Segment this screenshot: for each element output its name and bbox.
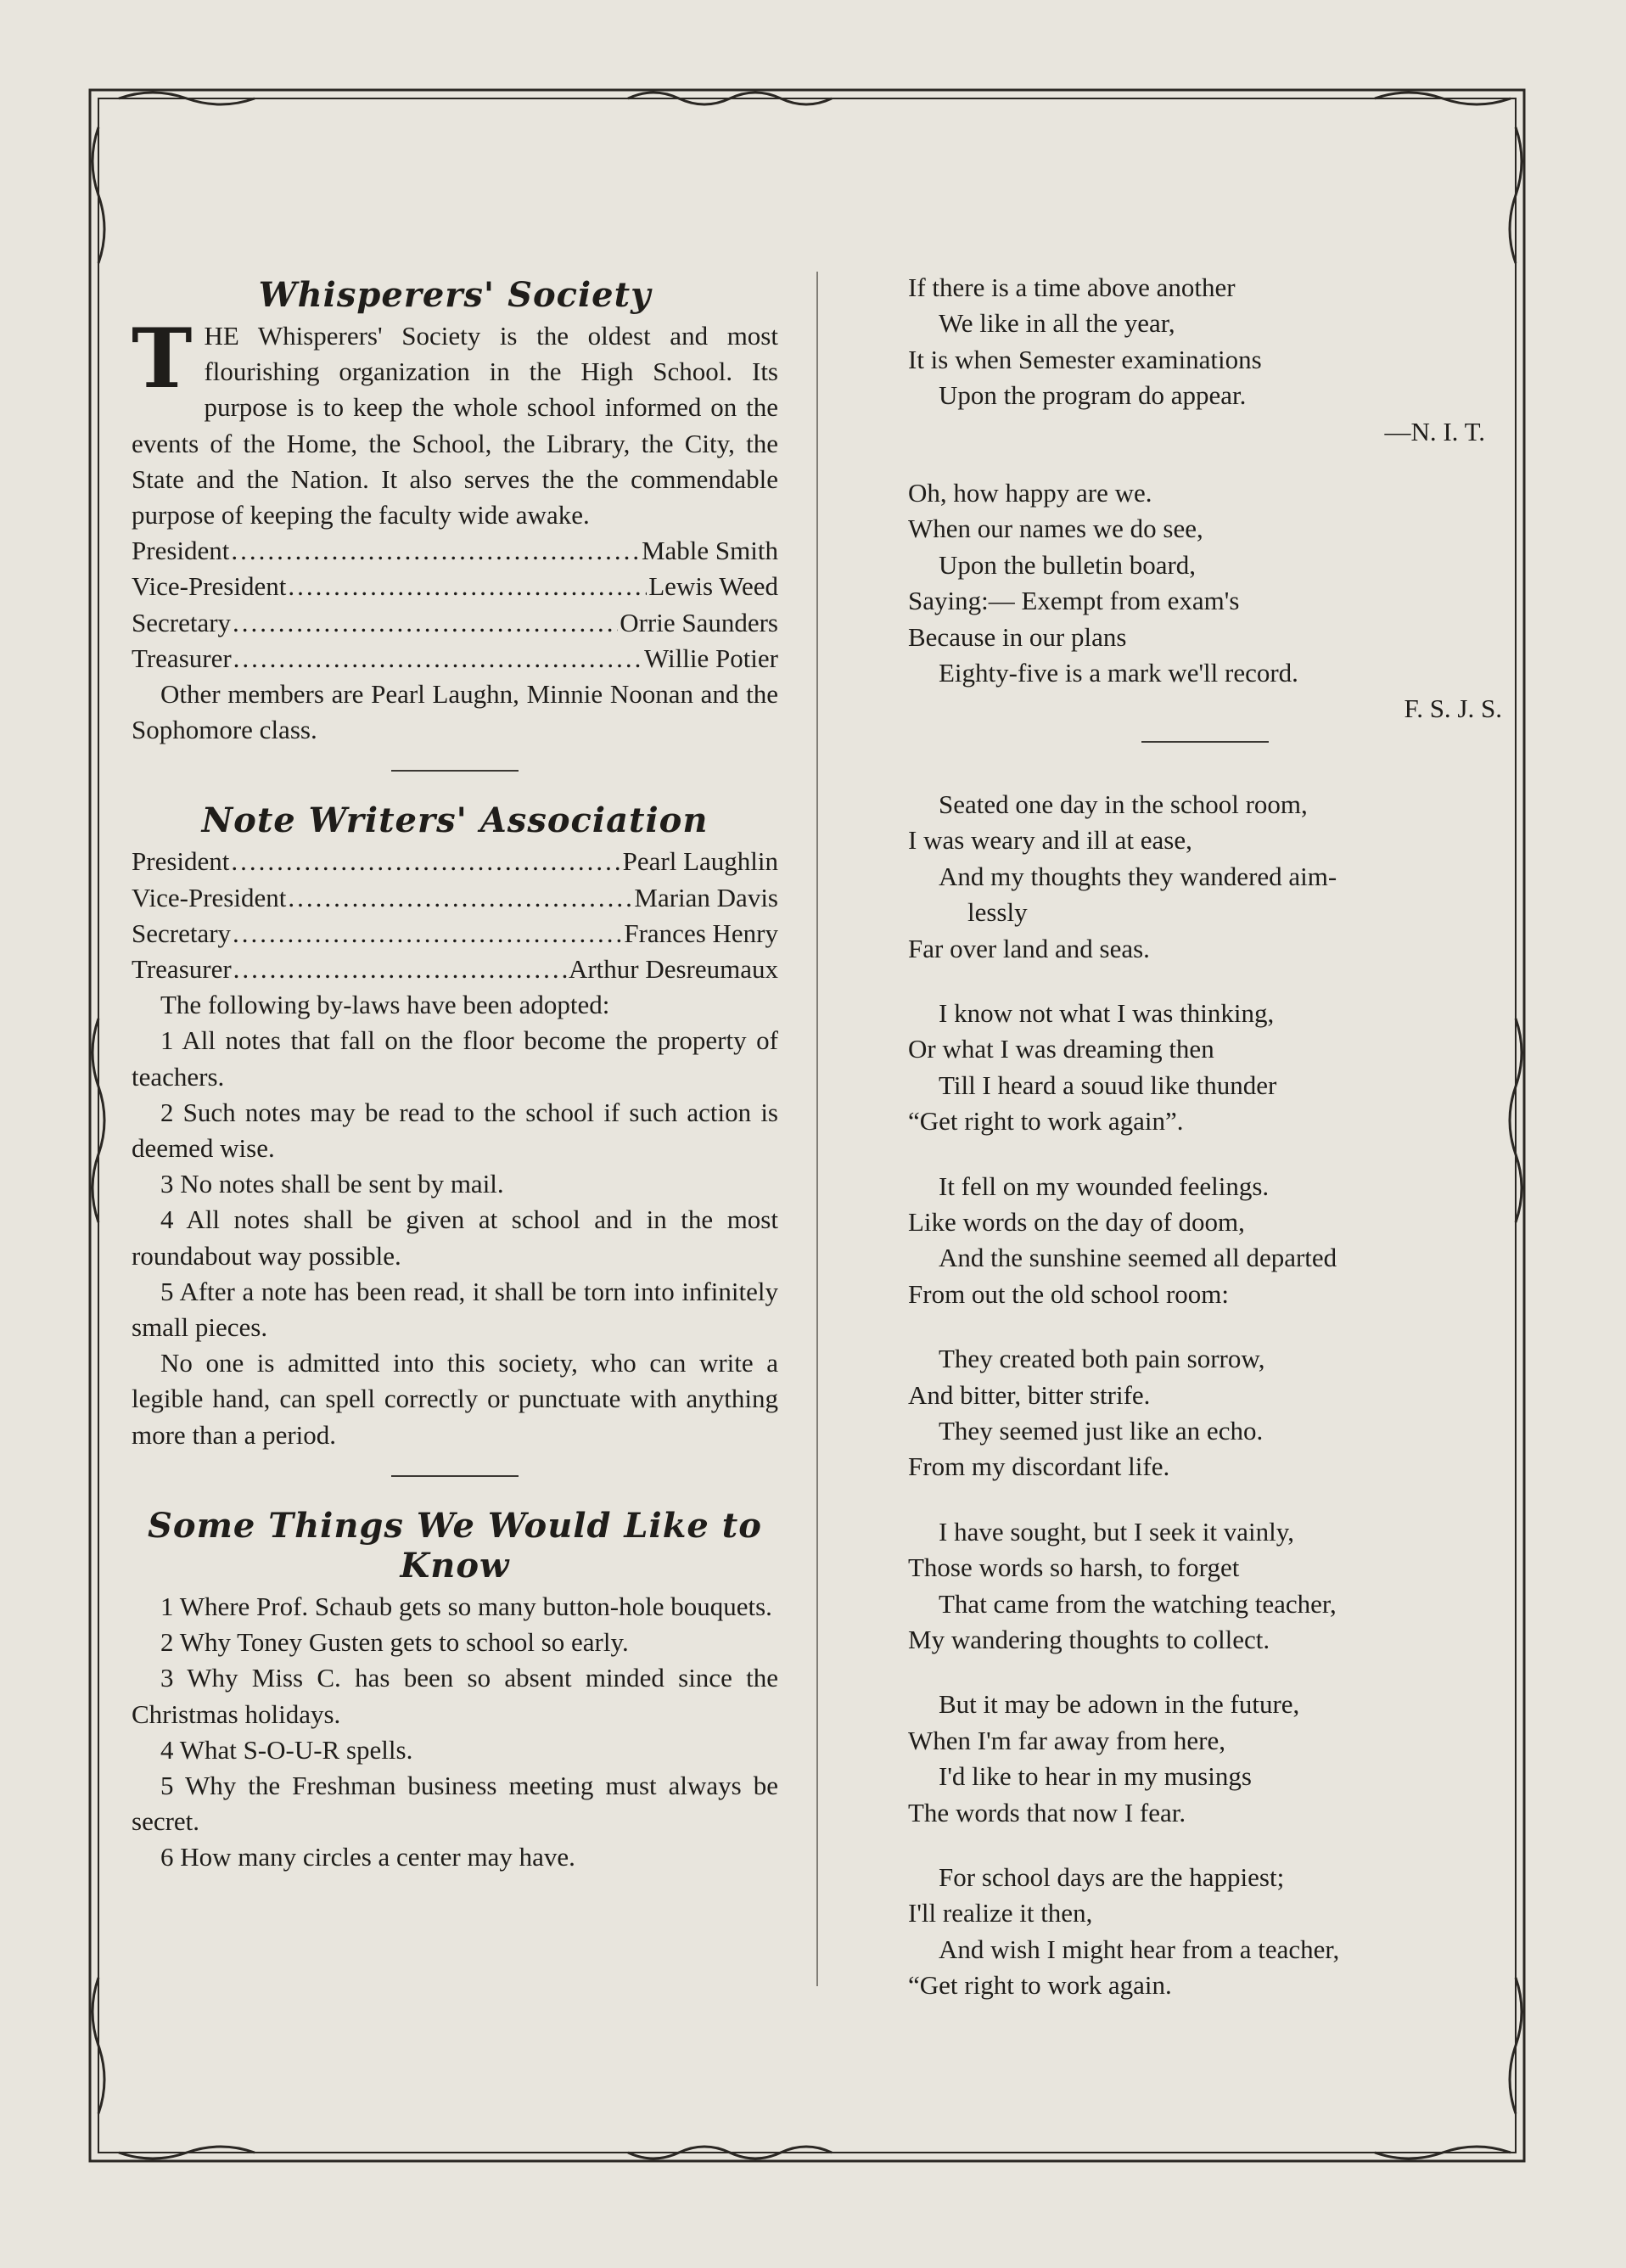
section-rule <box>391 1475 519 1477</box>
section-rule <box>391 770 519 772</box>
poem-line: Eighty-five is a mark we'll record. <box>939 658 1298 688</box>
poem-stanza <box>908 1341 1502 1485</box>
poem-line: From my discordant life. <box>908 1451 1170 1482</box>
officer-row <box>132 952 778 987</box>
poem-line: Or what I was dreaming then <box>908 1034 1214 1064</box>
officer-name: Marian Davis <box>634 882 778 912</box>
poem-line: From out the old school room: <box>908 1278 1230 1309</box>
poem-signature: —N. I. T. <box>1384 416 1485 446</box>
poem-line: lessly <box>967 897 1028 928</box>
officer-row <box>132 880 778 916</box>
leader-dots <box>288 880 632 916</box>
poem-line: Upon the program do appear. <box>939 380 1247 411</box>
poem-line: If there is a time above another <box>908 272 1236 302</box>
bylaw-item: 3 No notes shall be sent by mail. <box>160 1169 504 1199</box>
officer-role: Secretary <box>132 607 232 637</box>
officer-role: Treasurer <box>132 643 232 673</box>
poem-line: And my thoughts they wandered aim- <box>939 861 1337 891</box>
notewriters-section <box>132 800 778 1452</box>
leader-dots <box>288 569 647 604</box>
poem-stanza <box>908 996 1502 1140</box>
whisperers-heading: Whisperers' Society <box>258 275 652 315</box>
poem-line: I'll realize it then, <box>908 1898 1093 1928</box>
poem-line: We like in all the year, <box>939 308 1175 339</box>
poem-line: I'd like to hear in my musings <box>939 1761 1252 1792</box>
leader-dots <box>233 952 567 987</box>
whisperers-intro <box>132 311 778 533</box>
poem-line: It fell on my wounded feelings. <box>939 1170 1270 1201</box>
officer-role: President <box>132 536 230 566</box>
poem-line: Seated one day in the school room, <box>939 789 1308 819</box>
whisperers-others: Other members are Pearl Laughn, Minnie Noonan and the Sophomore class. <box>132 679 778 745</box>
poem-3 <box>908 787 1502 2004</box>
bylaws-intro: The following by-laws have been adopted: <box>160 990 610 1020</box>
whisperers-section <box>132 275 778 748</box>
officer-role: President <box>132 846 230 877</box>
poem-2 <box>908 475 1502 727</box>
poem-line: “Get right to work again”. <box>908 1106 1184 1137</box>
things-item: 6 How many circles a center may have. <box>160 1842 575 1872</box>
poem-line: For school days are the happiest; <box>939 1862 1285 1893</box>
bylaw-item: 1 All notes that fall on the floor become the property of teachers. <box>132 1025 778 1092</box>
poem-line: Because in our plans <box>908 621 1127 652</box>
poem-line: It is when Semester examinations <box>908 344 1262 374</box>
poem-stanza <box>908 1860 1502 2004</box>
notewriters-closing: No one is admitted into this society, who can write a legible hand, can spell correctly or punctuate with anything more than a period. <box>132 1348 778 1450</box>
poem-line: Saying:— Exempt from exam's <box>908 586 1240 616</box>
poem-line: Upon the bulletin board, <box>939 549 1197 580</box>
officer-row <box>132 916 778 952</box>
poem-line: Like words on the day of doom, <box>908 1206 1245 1237</box>
poem-line: Those words so harsh, to forget <box>908 1552 1240 1583</box>
officer-name: Orrie Saunders <box>620 607 778 637</box>
things-item: 4 What S-O-U-R spells. <box>160 1734 413 1765</box>
notewriters-heading: Note Writers' Association <box>201 800 709 841</box>
leader-dots <box>233 605 618 641</box>
poem-line: “Get right to work again. <box>908 1970 1172 2001</box>
officer-row <box>132 533 778 569</box>
poem-line: I have sought, but I seek it vainly, <box>939 1516 1294 1547</box>
poem-stanza <box>908 1687 1502 1831</box>
dropcap: T <box>132 311 193 407</box>
officer-role: Vice-President <box>132 571 287 602</box>
things-item: 1 Where Prof. Schaub gets so many button-hole bouquets. <box>160 1591 772 1621</box>
officer-name: Pearl Laughlin <box>622 846 778 877</box>
leader-dots <box>231 533 640 569</box>
left-column <box>132 270 778 1876</box>
leader-dots <box>233 641 642 676</box>
officer-name: Arthur Desreumaux <box>568 954 778 985</box>
things-item: 5 Why the Freshman business meeting must always be secret. <box>132 1770 778 1837</box>
poem-stanza <box>908 1514 1502 1659</box>
poem-line: And bitter, bitter strife. <box>908 1379 1151 1410</box>
poem-line: That came from the watching teacher, <box>939 1588 1337 1619</box>
poem-line: When I'm far away from here, <box>908 1725 1225 1755</box>
leader-dots <box>233 916 622 952</box>
things-item: 3 Why Miss C. has been so absent minded since the Christmas holidays. <box>132 1663 778 1729</box>
column-divider <box>816 272 818 1986</box>
poem-line: I was weary and ill at ease, <box>908 825 1192 856</box>
poem-line: But it may be adown in the future, <box>939 1689 1300 1720</box>
poem-line: The words that now I fear. <box>908 1797 1186 1827</box>
poem-line: And wish I might hear from a teacher, <box>939 1934 1340 1964</box>
bylaw-item: 2 Such notes may be read to the school if such action is deemed wise. <box>132 1097 778 1164</box>
poem-stanza <box>908 787 1502 967</box>
things-section <box>132 1506 778 1876</box>
poem-line: Oh, how happy are we. <box>908 478 1152 508</box>
poem-1 <box>908 270 1502 450</box>
officer-role: Treasurer <box>132 954 232 985</box>
things-heading: Some Things We Would Like to Know <box>148 1505 762 1586</box>
officer-name: Frances Henry <box>624 918 778 948</box>
bylaw-item: 5 After a note has been read, it shall be torn into infinitely small pieces. <box>132 1276 778 1343</box>
officer-name: Mable Smith <box>641 536 778 566</box>
poem-line: Till I heard a souud like thunder <box>939 1069 1277 1100</box>
officer-row <box>132 844 778 879</box>
poem-line: I know not what I was thinking, <box>939 997 1275 1028</box>
officer-role: Vice-President <box>132 882 287 912</box>
officer-row <box>132 605 778 641</box>
poem-line: They created both pain sorrow, <box>939 1344 1265 1374</box>
officer-role: Secretary <box>132 918 232 948</box>
poem-line: They seemed just like an echo. <box>939 1415 1264 1446</box>
poem-line: Far over land and seas. <box>908 933 1150 963</box>
leader-dots <box>231 844 620 879</box>
bylaw-item: 4 All notes shall be given at school and in the most roundabout way possible. <box>132 1204 778 1271</box>
poem-line: When our names we do see, <box>908 514 1203 544</box>
officer-name: Willie Potier <box>643 643 778 673</box>
things-item: 2 Why Toney Gusten gets to school so early. <box>160 1627 629 1658</box>
poem-line: My wandering thoughts to collect. <box>908 1625 1270 1654</box>
whisperers-intro-text: HE Whisperers' Society is the oldest and most flourishing organization in the High School. Its purpose is to keep the whole school informed on the events of the Home, the School, the Library, the City, the State and the Nation. It also serves the the commendable purpose of keeping the faculty wide awake. <box>132 321 778 531</box>
poem-signature: F. S. J. S. <box>1404 693 1502 724</box>
officer-name: Lewis Weed <box>648 571 778 602</box>
officer-row <box>132 641 778 676</box>
poem-stanza <box>908 1169 1502 1313</box>
poem-line: And the sunshine seemed all departed <box>939 1243 1337 1273</box>
right-column <box>908 270 1502 2033</box>
officer-row <box>132 569 778 604</box>
section-rule <box>1141 741 1269 743</box>
